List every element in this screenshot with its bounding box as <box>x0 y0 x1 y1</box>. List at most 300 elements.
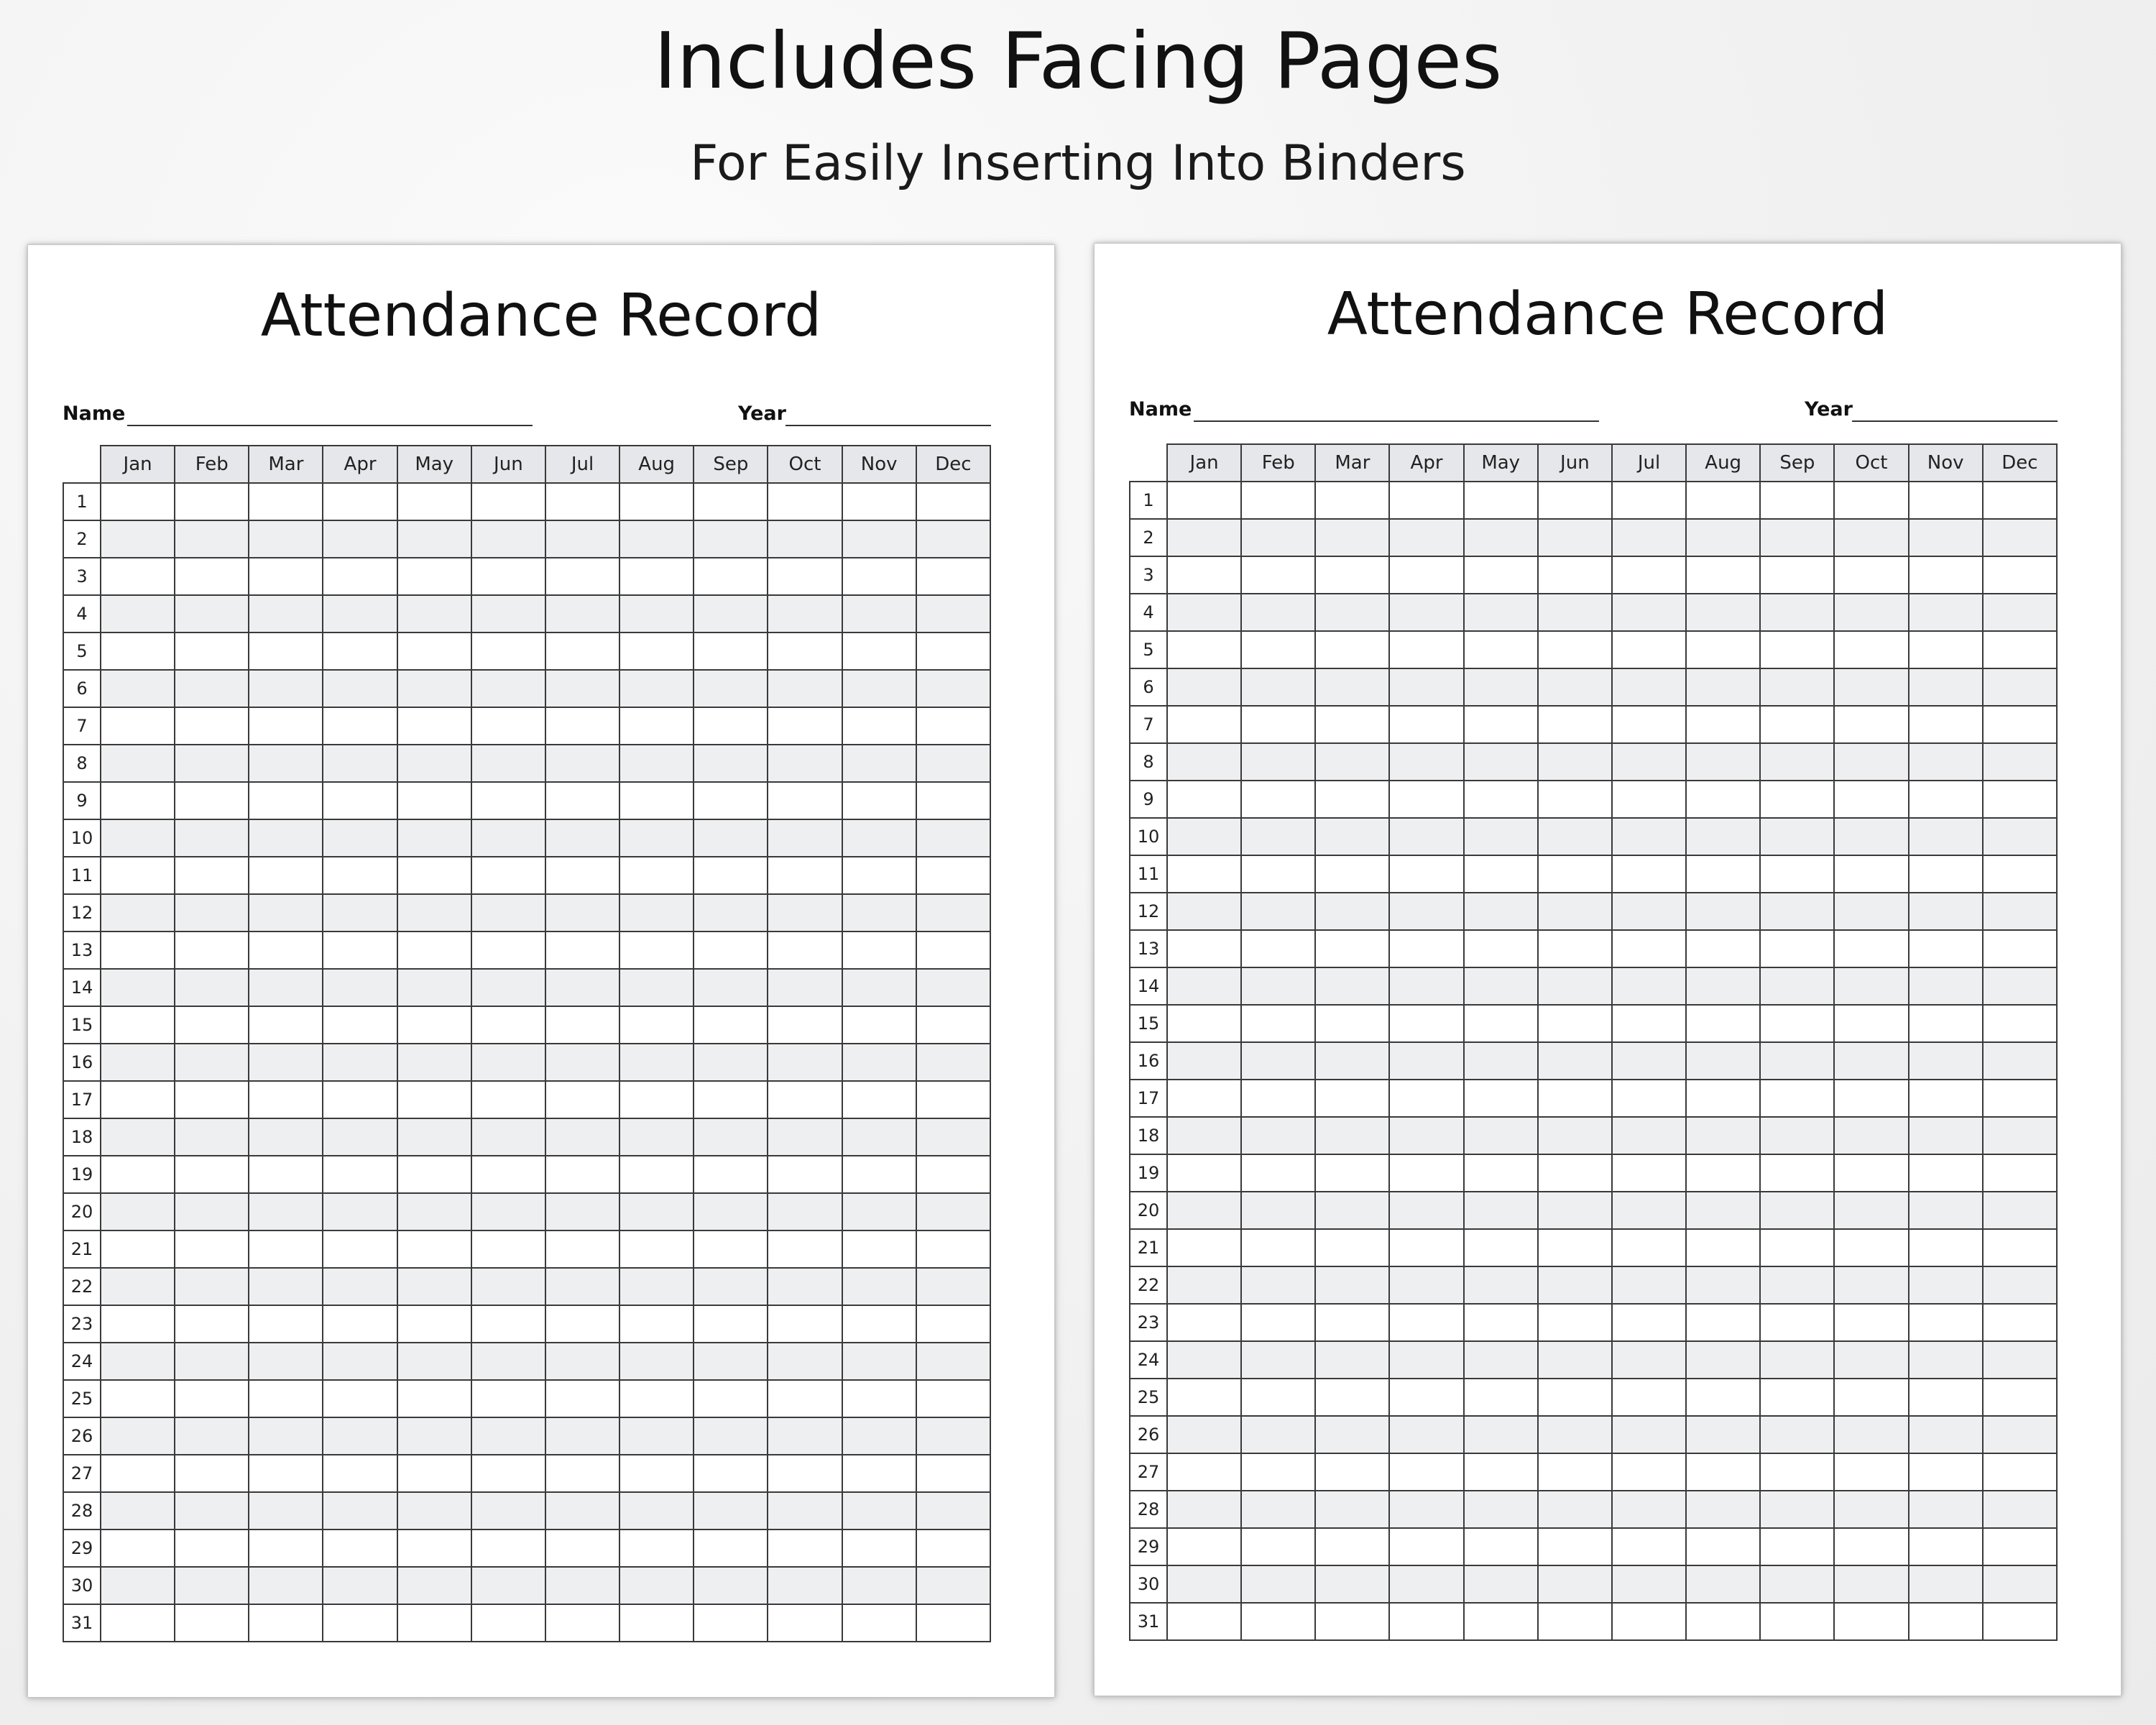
attendance-cell[interactable] <box>1834 1603 1908 1640</box>
attendance-cell[interactable] <box>323 483 397 520</box>
attendance-cell[interactable] <box>1983 1080 2057 1117</box>
attendance-cell[interactable] <box>768 857 842 894</box>
attendance-cell[interactable] <box>1983 1005 2057 1042</box>
attendance-cell[interactable] <box>619 1006 694 1044</box>
attendance-cell[interactable] <box>1464 1528 1538 1565</box>
attendance-cell[interactable] <box>768 1455 842 1492</box>
attendance-cell[interactable] <box>101 969 175 1006</box>
attendance-cell[interactable] <box>1612 1042 1686 1080</box>
attendance-cell[interactable] <box>175 819 249 857</box>
attendance-cell[interactable] <box>916 932 990 969</box>
attendance-cell[interactable] <box>101 1530 175 1567</box>
attendance-cell[interactable] <box>397 520 471 558</box>
attendance-cell[interactable] <box>397 1193 471 1230</box>
attendance-cell[interactable] <box>1686 1603 1760 1640</box>
attendance-cell[interactable] <box>1315 1229 1389 1266</box>
attendance-cell[interactable] <box>916 632 990 670</box>
attendance-cell[interactable] <box>1612 1603 1686 1640</box>
attendance-cell[interactable] <box>323 1305 397 1343</box>
attendance-cell[interactable] <box>471 1193 545 1230</box>
attendance-cell[interactable] <box>545 969 619 1006</box>
attendance-cell[interactable] <box>175 745 249 782</box>
attendance-cell[interactable] <box>1612 1080 1686 1117</box>
attendance-cell[interactable] <box>545 819 619 857</box>
attendance-cell[interactable] <box>101 1455 175 1492</box>
attendance-cell[interactable] <box>175 632 249 670</box>
attendance-cell[interactable] <box>768 1567 842 1604</box>
attendance-cell[interactable] <box>249 1380 323 1417</box>
attendance-cell[interactable] <box>1983 631 2057 668</box>
attendance-cell[interactable] <box>694 819 768 857</box>
attendance-cell[interactable] <box>842 1530 916 1567</box>
attendance-cell[interactable] <box>1909 1491 1983 1528</box>
attendance-cell[interactable] <box>619 1380 694 1417</box>
attendance-cell[interactable] <box>397 1044 471 1081</box>
attendance-cell[interactable] <box>768 1492 842 1530</box>
attendance-cell[interactable] <box>1167 1080 1241 1117</box>
attendance-cell[interactable] <box>1464 1117 1538 1154</box>
attendance-cell[interactable] <box>1241 1266 1315 1304</box>
attendance-cell[interactable] <box>1686 706 1760 743</box>
attendance-cell[interactable] <box>1538 818 1612 855</box>
attendance-cell[interactable] <box>1983 1266 2057 1304</box>
attendance-cell[interactable] <box>1464 631 1538 668</box>
attendance-cell[interactable] <box>1241 1005 1315 1042</box>
attendance-cell[interactable] <box>1983 706 2057 743</box>
attendance-cell[interactable] <box>101 1305 175 1343</box>
attendance-cell[interactable] <box>397 857 471 894</box>
attendance-cell[interactable] <box>1241 706 1315 743</box>
attendance-cell[interactable] <box>1167 781 1241 818</box>
attendance-cell[interactable] <box>1464 1080 1538 1117</box>
attendance-cell[interactable] <box>545 1156 619 1193</box>
attendance-cell[interactable] <box>1389 743 1463 781</box>
attendance-cell[interactable] <box>323 819 397 857</box>
attendance-cell[interactable] <box>471 782 545 819</box>
attendance-cell[interactable] <box>323 670 397 707</box>
attendance-cell[interactable] <box>1241 1565 1315 1603</box>
attendance-cell[interactable] <box>1167 556 1241 594</box>
attendance-cell[interactable] <box>101 1380 175 1417</box>
attendance-cell[interactable] <box>1241 1192 1315 1229</box>
attendance-cell[interactable] <box>1760 743 1834 781</box>
attendance-cell[interactable] <box>1241 1341 1315 1379</box>
attendance-cell[interactable] <box>694 745 768 782</box>
attendance-cell[interactable] <box>249 707 323 745</box>
attendance-cell[interactable] <box>916 1118 990 1156</box>
attendance-cell[interactable] <box>1686 1042 1760 1080</box>
attendance-cell[interactable] <box>1686 594 1760 631</box>
attendance-cell[interactable] <box>1909 1192 1983 1229</box>
attendance-cell[interactable] <box>1315 519 1389 556</box>
attendance-cell[interactable] <box>842 632 916 670</box>
attendance-cell[interactable] <box>1167 1154 1241 1192</box>
attendance-cell[interactable] <box>101 520 175 558</box>
attendance-cell[interactable] <box>1909 594 1983 631</box>
attendance-cell[interactable] <box>397 932 471 969</box>
attendance-cell[interactable] <box>1686 1491 1760 1528</box>
attendance-cell[interactable] <box>1389 1117 1463 1154</box>
attendance-cell[interactable] <box>694 1567 768 1604</box>
attendance-cell[interactable] <box>1389 781 1463 818</box>
attendance-cell[interactable] <box>619 520 694 558</box>
attendance-cell[interactable] <box>842 1230 916 1268</box>
attendance-cell[interactable] <box>916 969 990 1006</box>
attendance-cell[interactable] <box>1612 1379 1686 1416</box>
attendance-cell[interactable] <box>175 1492 249 1530</box>
attendance-cell[interactable] <box>916 483 990 520</box>
attendance-cell[interactable] <box>1538 743 1612 781</box>
attendance-cell[interactable] <box>545 1455 619 1492</box>
attendance-cell[interactable] <box>1538 1379 1612 1416</box>
attendance-cell[interactable] <box>1686 1379 1760 1416</box>
attendance-cell[interactable] <box>1241 855 1315 893</box>
attendance-cell[interactable] <box>768 1193 842 1230</box>
attendance-cell[interactable] <box>545 1118 619 1156</box>
attendance-cell[interactable] <box>1834 855 1908 893</box>
attendance-cell[interactable] <box>323 932 397 969</box>
attendance-cell[interactable] <box>1983 519 2057 556</box>
attendance-cell[interactable] <box>842 745 916 782</box>
attendance-cell[interactable] <box>101 894 175 932</box>
attendance-cell[interactable] <box>1834 706 1908 743</box>
attendance-cell[interactable] <box>397 894 471 932</box>
attendance-cell[interactable] <box>471 1604 545 1642</box>
attendance-cell[interactable] <box>1241 1229 1315 1266</box>
attendance-cell[interactable] <box>1241 668 1315 706</box>
attendance-cell[interactable] <box>619 857 694 894</box>
attendance-cell[interactable] <box>397 1455 471 1492</box>
attendance-cell[interactable] <box>545 1230 619 1268</box>
attendance-cell[interactable] <box>175 1417 249 1455</box>
attendance-cell[interactable] <box>619 1455 694 1492</box>
attendance-cell[interactable] <box>1612 1154 1686 1192</box>
attendance-cell[interactable] <box>1464 668 1538 706</box>
attendance-cell[interactable] <box>1686 556 1760 594</box>
attendance-cell[interactable] <box>768 819 842 857</box>
attendance-cell[interactable] <box>471 1380 545 1417</box>
attendance-cell[interactable] <box>1909 556 1983 594</box>
attendance-cell[interactable] <box>916 595 990 632</box>
attendance-cell[interactable] <box>619 1193 694 1230</box>
attendance-cell[interactable] <box>1315 1192 1389 1229</box>
attendance-cell[interactable] <box>1686 1005 1760 1042</box>
attendance-cell[interactable] <box>471 932 545 969</box>
attendance-cell[interactable] <box>1315 1080 1389 1117</box>
attendance-cell[interactable] <box>545 1044 619 1081</box>
attendance-cell[interactable] <box>1834 1229 1908 1266</box>
attendance-cell[interactable] <box>323 1156 397 1193</box>
attendance-cell[interactable] <box>1167 1416 1241 1453</box>
attendance-cell[interactable] <box>545 894 619 932</box>
attendance-cell[interactable] <box>1167 519 1241 556</box>
attendance-cell[interactable] <box>397 1604 471 1642</box>
attendance-cell[interactable] <box>397 1492 471 1530</box>
attendance-cell[interactable] <box>175 782 249 819</box>
attendance-cell[interactable] <box>101 1343 175 1380</box>
attendance-cell[interactable] <box>916 1006 990 1044</box>
attendance-cell[interactable] <box>1909 1117 1983 1154</box>
attendance-cell[interactable] <box>1538 893 1612 930</box>
attendance-cell[interactable] <box>1834 967 1908 1005</box>
attendance-cell[interactable] <box>768 483 842 520</box>
attendance-cell[interactable] <box>1909 1341 1983 1379</box>
attendance-cell[interactable] <box>1389 1304 1463 1341</box>
attendance-cell[interactable] <box>1834 818 1908 855</box>
name-field-line[interactable] <box>1194 420 1599 422</box>
attendance-cell[interactable] <box>1909 1080 1983 1117</box>
attendance-cell[interactable] <box>323 1268 397 1305</box>
attendance-cell[interactable] <box>397 819 471 857</box>
attendance-cell[interactable] <box>694 1006 768 1044</box>
attendance-cell[interactable] <box>1538 594 1612 631</box>
attendance-cell[interactable] <box>545 595 619 632</box>
attendance-cell[interactable] <box>842 1081 916 1118</box>
attendance-cell[interactable] <box>619 595 694 632</box>
attendance-cell[interactable] <box>1983 1603 2057 1640</box>
attendance-cell[interactable] <box>694 1417 768 1455</box>
attendance-cell[interactable] <box>916 1492 990 1530</box>
attendance-cell[interactable] <box>1315 1416 1389 1453</box>
attendance-cell[interactable] <box>545 520 619 558</box>
attendance-cell[interactable] <box>842 1006 916 1044</box>
attendance-cell[interactable] <box>175 1081 249 1118</box>
attendance-cell[interactable] <box>916 707 990 745</box>
attendance-cell[interactable] <box>101 1230 175 1268</box>
attendance-cell[interactable] <box>1612 781 1686 818</box>
attendance-cell[interactable] <box>1612 556 1686 594</box>
attendance-cell[interactable] <box>1241 930 1315 967</box>
attendance-cell[interactable] <box>175 1305 249 1343</box>
attendance-cell[interactable] <box>397 1380 471 1417</box>
attendance-cell[interactable] <box>1389 519 1463 556</box>
attendance-cell[interactable] <box>1686 519 1760 556</box>
attendance-cell[interactable] <box>1464 1154 1538 1192</box>
attendance-cell[interactable] <box>1983 1341 2057 1379</box>
attendance-cell[interactable] <box>916 745 990 782</box>
attendance-cell[interactable] <box>101 632 175 670</box>
attendance-cell[interactable] <box>249 1081 323 1118</box>
attendance-cell[interactable] <box>1686 967 1760 1005</box>
attendance-cell[interactable] <box>1909 1304 1983 1341</box>
attendance-cell[interactable] <box>1315 482 1389 519</box>
attendance-cell[interactable] <box>1760 1416 1834 1453</box>
attendance-cell[interactable] <box>1686 818 1760 855</box>
attendance-cell[interactable] <box>249 670 323 707</box>
attendance-cell[interactable] <box>1760 1192 1834 1229</box>
attendance-cell[interactable] <box>1464 781 1538 818</box>
attendance-cell[interactable] <box>323 1193 397 1230</box>
attendance-cell[interactable] <box>249 595 323 632</box>
attendance-cell[interactable] <box>1983 967 2057 1005</box>
attendance-cell[interactable] <box>916 819 990 857</box>
attendance-cell[interactable] <box>249 745 323 782</box>
attendance-cell[interactable] <box>619 1044 694 1081</box>
attendance-cell[interactable] <box>842 819 916 857</box>
attendance-cell[interactable] <box>175 1343 249 1380</box>
attendance-cell[interactable] <box>397 707 471 745</box>
attendance-cell[interactable] <box>1686 1154 1760 1192</box>
attendance-cell[interactable] <box>471 520 545 558</box>
attendance-cell[interactable] <box>619 1567 694 1604</box>
attendance-cell[interactable] <box>1389 893 1463 930</box>
attendance-cell[interactable] <box>249 1156 323 1193</box>
attendance-cell[interactable] <box>1834 893 1908 930</box>
attendance-cell[interactable] <box>249 1492 323 1530</box>
attendance-cell[interactable] <box>545 1604 619 1642</box>
attendance-cell[interactable] <box>768 932 842 969</box>
attendance-cell[interactable] <box>471 857 545 894</box>
attendance-cell[interactable] <box>1464 930 1538 967</box>
attendance-cell[interactable] <box>1167 930 1241 967</box>
attendance-cell[interactable] <box>471 1455 545 1492</box>
attendance-cell[interactable] <box>916 1193 990 1230</box>
attendance-cell[interactable] <box>842 1118 916 1156</box>
attendance-cell[interactable] <box>1612 930 1686 967</box>
attendance-cell[interactable] <box>842 932 916 969</box>
attendance-cell[interactable] <box>768 745 842 782</box>
attendance-cell[interactable] <box>249 1530 323 1567</box>
attendance-cell[interactable] <box>101 1604 175 1642</box>
attendance-cell[interactable] <box>694 894 768 932</box>
attendance-cell[interactable] <box>1834 668 1908 706</box>
attendance-cell[interactable] <box>323 745 397 782</box>
attendance-cell[interactable] <box>175 894 249 932</box>
attendance-cell[interactable] <box>1909 855 1983 893</box>
year-field-line[interactable] <box>1852 420 2058 422</box>
attendance-cell[interactable] <box>842 670 916 707</box>
attendance-cell[interactable] <box>1612 893 1686 930</box>
attendance-cell[interactable] <box>1241 556 1315 594</box>
attendance-cell[interactable] <box>175 857 249 894</box>
attendance-cell[interactable] <box>1760 1042 1834 1080</box>
attendance-cell[interactable] <box>175 932 249 969</box>
attendance-cell[interactable] <box>1464 1603 1538 1640</box>
attendance-cell[interactable] <box>1760 781 1834 818</box>
attendance-cell[interactable] <box>249 1604 323 1642</box>
attendance-cell[interactable] <box>1241 1304 1315 1341</box>
attendance-cell[interactable] <box>471 819 545 857</box>
attendance-cell[interactable] <box>471 1081 545 1118</box>
attendance-cell[interactable] <box>1538 556 1612 594</box>
attendance-cell[interactable] <box>694 707 768 745</box>
attendance-cell[interactable] <box>1241 519 1315 556</box>
attendance-cell[interactable] <box>397 1567 471 1604</box>
attendance-cell[interactable] <box>1983 1192 2057 1229</box>
attendance-cell[interactable] <box>842 857 916 894</box>
attendance-cell[interactable] <box>249 1044 323 1081</box>
attendance-cell[interactable] <box>768 1604 842 1642</box>
attendance-cell[interactable] <box>101 745 175 782</box>
attendance-cell[interactable] <box>619 558 694 595</box>
attendance-cell[interactable] <box>397 1530 471 1567</box>
attendance-cell[interactable] <box>1686 1304 1760 1341</box>
attendance-cell[interactable] <box>545 1081 619 1118</box>
attendance-cell[interactable] <box>768 1230 842 1268</box>
attendance-cell[interactable] <box>1760 594 1834 631</box>
attendance-cell[interactable] <box>1464 1042 1538 1080</box>
attendance-cell[interactable] <box>1909 1603 1983 1640</box>
attendance-cell[interactable] <box>1760 818 1834 855</box>
attendance-cell[interactable] <box>101 1193 175 1230</box>
attendance-cell[interactable] <box>323 1492 397 1530</box>
attendance-cell[interactable] <box>1241 1416 1315 1453</box>
attendance-cell[interactable] <box>1167 668 1241 706</box>
attendance-cell[interactable] <box>619 1604 694 1642</box>
attendance-cell[interactable] <box>545 1193 619 1230</box>
attendance-cell[interactable] <box>1315 556 1389 594</box>
attendance-cell[interactable] <box>1834 1379 1908 1416</box>
attendance-cell[interactable] <box>1167 1453 1241 1491</box>
attendance-cell[interactable] <box>1464 855 1538 893</box>
attendance-cell[interactable] <box>397 483 471 520</box>
attendance-cell[interactable] <box>1760 1005 1834 1042</box>
attendance-cell[interactable] <box>1167 1266 1241 1304</box>
attendance-cell[interactable] <box>397 1268 471 1305</box>
attendance-cell[interactable] <box>397 1118 471 1156</box>
attendance-cell[interactable] <box>1315 1379 1389 1416</box>
attendance-cell[interactable] <box>1909 1453 1983 1491</box>
attendance-cell[interactable] <box>1760 706 1834 743</box>
attendance-cell[interactable] <box>545 782 619 819</box>
attendance-cell[interactable] <box>323 1604 397 1642</box>
attendance-cell[interactable] <box>1538 1266 1612 1304</box>
attendance-cell[interactable] <box>1167 967 1241 1005</box>
attendance-cell[interactable] <box>1612 482 1686 519</box>
attendance-cell[interactable] <box>1538 1453 1612 1491</box>
attendance-cell[interactable] <box>1167 1565 1241 1603</box>
attendance-cell[interactable] <box>1167 1005 1241 1042</box>
attendance-cell[interactable] <box>175 1455 249 1492</box>
attendance-cell[interactable] <box>1834 1565 1908 1603</box>
attendance-cell[interactable] <box>1389 1341 1463 1379</box>
attendance-cell[interactable] <box>1834 1528 1908 1565</box>
attendance-cell[interactable] <box>1315 594 1389 631</box>
attendance-cell[interactable] <box>1464 1341 1538 1379</box>
attendance-cell[interactable] <box>1909 1229 1983 1266</box>
attendance-cell[interactable] <box>1760 1154 1834 1192</box>
attendance-cell[interactable] <box>1167 1117 1241 1154</box>
attendance-cell[interactable] <box>175 969 249 1006</box>
attendance-cell[interactable] <box>1760 1117 1834 1154</box>
attendance-cell[interactable] <box>619 707 694 745</box>
attendance-cell[interactable] <box>323 1380 397 1417</box>
attendance-cell[interactable] <box>1612 1005 1686 1042</box>
attendance-cell[interactable] <box>397 1343 471 1380</box>
attendance-cell[interactable] <box>1389 631 1463 668</box>
attendance-cell[interactable] <box>1834 631 1908 668</box>
attendance-cell[interactable] <box>1315 781 1389 818</box>
attendance-cell[interactable] <box>1834 1266 1908 1304</box>
attendance-cell[interactable] <box>1760 482 1834 519</box>
attendance-cell[interactable] <box>842 969 916 1006</box>
attendance-cell[interactable] <box>249 1006 323 1044</box>
attendance-cell[interactable] <box>916 1305 990 1343</box>
attendance-cell[interactable] <box>1167 1379 1241 1416</box>
attendance-cell[interactable] <box>1538 1341 1612 1379</box>
attendance-cell[interactable] <box>619 1230 694 1268</box>
attendance-cell[interactable] <box>1686 631 1760 668</box>
attendance-cell[interactable] <box>916 1343 990 1380</box>
attendance-cell[interactable] <box>694 632 768 670</box>
attendance-cell[interactable] <box>1983 1491 2057 1528</box>
attendance-cell[interactable] <box>619 1343 694 1380</box>
attendance-cell[interactable] <box>1909 1266 1983 1304</box>
attendance-cell[interactable] <box>545 1567 619 1604</box>
attendance-cell[interactable] <box>1315 930 1389 967</box>
attendance-cell[interactable] <box>1315 1453 1389 1491</box>
attendance-cell[interactable] <box>1686 855 1760 893</box>
